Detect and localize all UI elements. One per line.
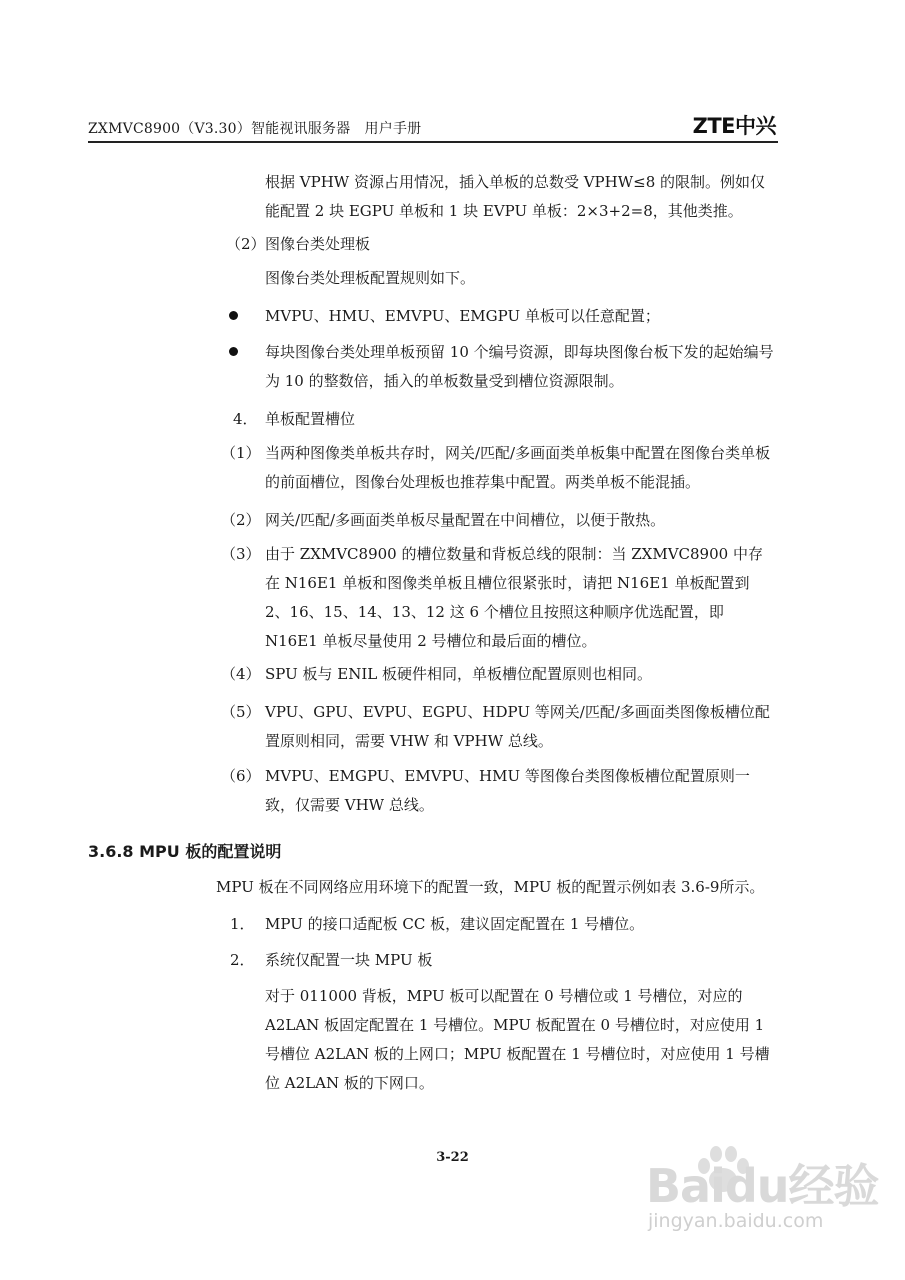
list-item: 由于 ZXMVC8900 的槽位数量和背板总线的限制：当 ZXMVC8900 中存在 N16E1 单板和图像类单板且槽位很紧张时，请把 N16E1 单板配置到 2、16、15、14、13、12 这 6 个槽位且按照这种顺序优选配置，即 N16E1 单板尽量使用 2 号槽位和最后面的槽位。: [265, 545, 763, 650]
item-marker: （4）: [221, 665, 261, 683]
item-marker: （2）: [221, 511, 261, 529]
bullet-item: MVPU、HMU、EMVPU、EMGPU 单板可以任意配置；: [265, 307, 660, 325]
item-heading: 图像台类处理板: [265, 235, 371, 253]
item-marker: （3）: [221, 545, 261, 563]
vphw-limit-paragraph: 根据 VPHW 资源占用情况，插入单板的总数受 VPHW≤8 的限制。例如仅能配置 2 块 EGPU 单板和 1 块 EVPU 单板：2×3+2=8，其他类推。: [265, 173, 766, 220]
bullet-icon: [229, 311, 238, 320]
header-title: ZXMVC8900（V3.30）智能视讯服务器 用户手册: [88, 121, 422, 137]
section-heading: 3.6.8 MPU 板的配置说明: [88, 842, 282, 861]
backplane-paragraph: 对于 011000 背板，MPU 板可以配置在 0 号槽位或 1 号槽位，对应的 A2LAN 板固定配置在 1 号槽位。MPU 板配置在 0 号槽位时，对应使用 1 号槽位 A2LAN 板的上网口；MPU 板配置在 1 号槽位时，对应使用 1 号槽位 A2LAN 板的下网口。: [265, 987, 770, 1092]
page-header: [88, 116, 778, 140]
item-heading: 单板配置槽位: [265, 410, 356, 428]
list-item: 当两种图像类单板共存时，网关/匹配/多画面类单板集中配置在图像台类单板的前面槽位，图像台处理板也推荐集中配置。两类单板不能混插。: [265, 444, 771, 491]
bullet-icon: [229, 347, 238, 356]
list-item: MPU 的接口适配板 CC 板，建议固定配置在 1 号槽位。: [265, 915, 645, 933]
item-marker: （2）: [226, 235, 266, 253]
page-number: 3-22: [436, 1150, 469, 1165]
header-divider: [88, 141, 778, 143]
bullet-item: 每块图像台类处理单板预留 10 个编号资源，即每块图像台板下发的起始编号为 10 的整数倍，插入的单板数量受到槽位资源限制。: [265, 343, 774, 390]
list-item: 系统仅配置一块 MPU 板: [265, 951, 433, 969]
watermark-url: jingyan.baidu.com: [648, 1210, 824, 1232]
item-marker: （5）: [221, 703, 261, 721]
item-marker: 4．: [233, 410, 258, 428]
item-marker: （1）: [221, 444, 261, 462]
zte-logo: ZTE中兴: [692, 114, 776, 138]
item-marker: （6）: [221, 767, 261, 785]
section-intro: MPU 板在不同网络应用环境下的配置一致，MPU 板的配置示例如表 3.6-9所示。: [216, 878, 765, 896]
list-item: 网关/匹配/多画面类单板尽量配置在中间槽位，以便于散热。: [265, 511, 666, 529]
list-item: MVPU、EMGPU、EMVPU、HMU 等图像台类图像板槽位配置原则一致，仅需要 VHW 总线。: [265, 767, 750, 814]
body-paragraph: 图像台类处理板配置规则如下。: [265, 269, 476, 287]
item-marker: 1．: [230, 915, 255, 933]
item-marker: 2．: [230, 951, 255, 969]
list-item: VPU、GPU、EVPU、EGPU、HDPU 等网关/匹配/多画面类图像板槽位配置原则相同，需要 VHW 和 VPHW 总线。: [265, 703, 770, 750]
watermark-brand: Baidu经验: [646, 1159, 879, 1213]
list-item: SPU 板与 ENIL 板硬件相同，单板槽位配置原则也相同。: [265, 665, 653, 683]
